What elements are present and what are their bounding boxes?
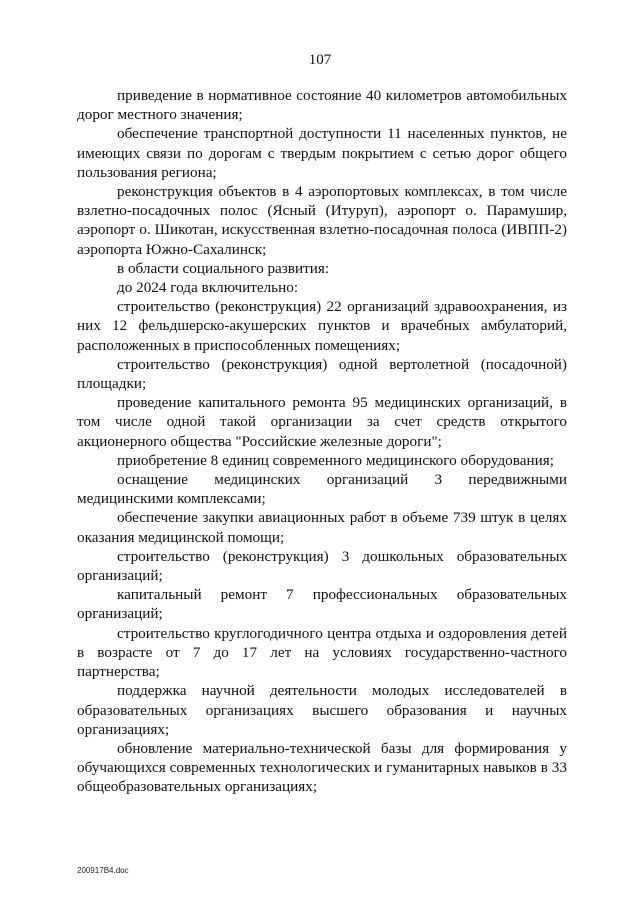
paragraph: в области социального развития: — [117, 259, 330, 277]
paragraph: капитальный ремонт 7 профессиональных образовательных организаций; — [77, 586, 567, 623]
paragraph: приведение в нормативное состояние 40 километров автомобильных дорог местного значения; — [77, 87, 567, 124]
paragraph: обеспечение транспортной доступности 11 населенных пунктов, не имеющих связи по дорогам с твердым покрытием с сетью дорог общего пользования региона; — [77, 125, 567, 181]
paragraph: обновление материально-технической базы для формирования у обучающихся современных технологических и гуманитарных навыков в 33 общеобразовательных организациях; — [77, 739, 567, 796]
file-name-footer: 200917В4.doc — [77, 866, 129, 875]
paragraph: приобретение 8 единиц современного медицинского оборудования; — [117, 451, 554, 469]
paragraph: строительство (реконструкция) 3 дошкольных образовательных организаций; — [77, 547, 567, 585]
paragraph: строительство (реконструкция) одной вертолетной (посадочной) площадки; — [77, 355, 567, 393]
paragraph: проведение капитального ремонта 95 медицинских организаций, в том числе одной такой организации за счет средств открытого акционерного общества "Российские железные дороги"; — [77, 394, 567, 450]
paragraph: до 2024 года включительно: — [117, 279, 299, 297]
paragraph: строительство круглогодичного центра отдыха и оздоровления детей в возрасте от 7 до 17 лет на условиях государственно-частного партнерства; — [77, 624, 567, 681]
page-number: 107 — [308, 52, 332, 68]
paragraph: обеспечение закупки авиационных работ в объеме 739 штук в целях оказания медицинской помощи; — [77, 509, 567, 546]
paragraph: строительство (реконструкция) 22 организаций здравоохранения, из них 12 фельдшерско-акушерских пунктов и врачебных амбулаторий, расположенных в приспособленных помещениях; — [77, 298, 567, 354]
paragraph: поддержка научной деятельности молодых исследователей в образовательных организациях высшего образования и научных организациях; — [77, 682, 567, 738]
document-body — [77, 86, 567, 797]
paragraph: оснащение медицинских организаций 3 передвижными медицинскими комплексами; — [77, 471, 567, 508]
paragraph: реконструкция объектов в 4 аэропортовых комплексах, в том числе взлетно-посадочных полос (Ясный (Итуруп), аэропорт о. Парамушир, аэропорт о. Шикотан, искусственная взлетно-посадочная полоса (ИВПП-2) аэропорта Южно-Сахалинск; — [77, 183, 567, 258]
